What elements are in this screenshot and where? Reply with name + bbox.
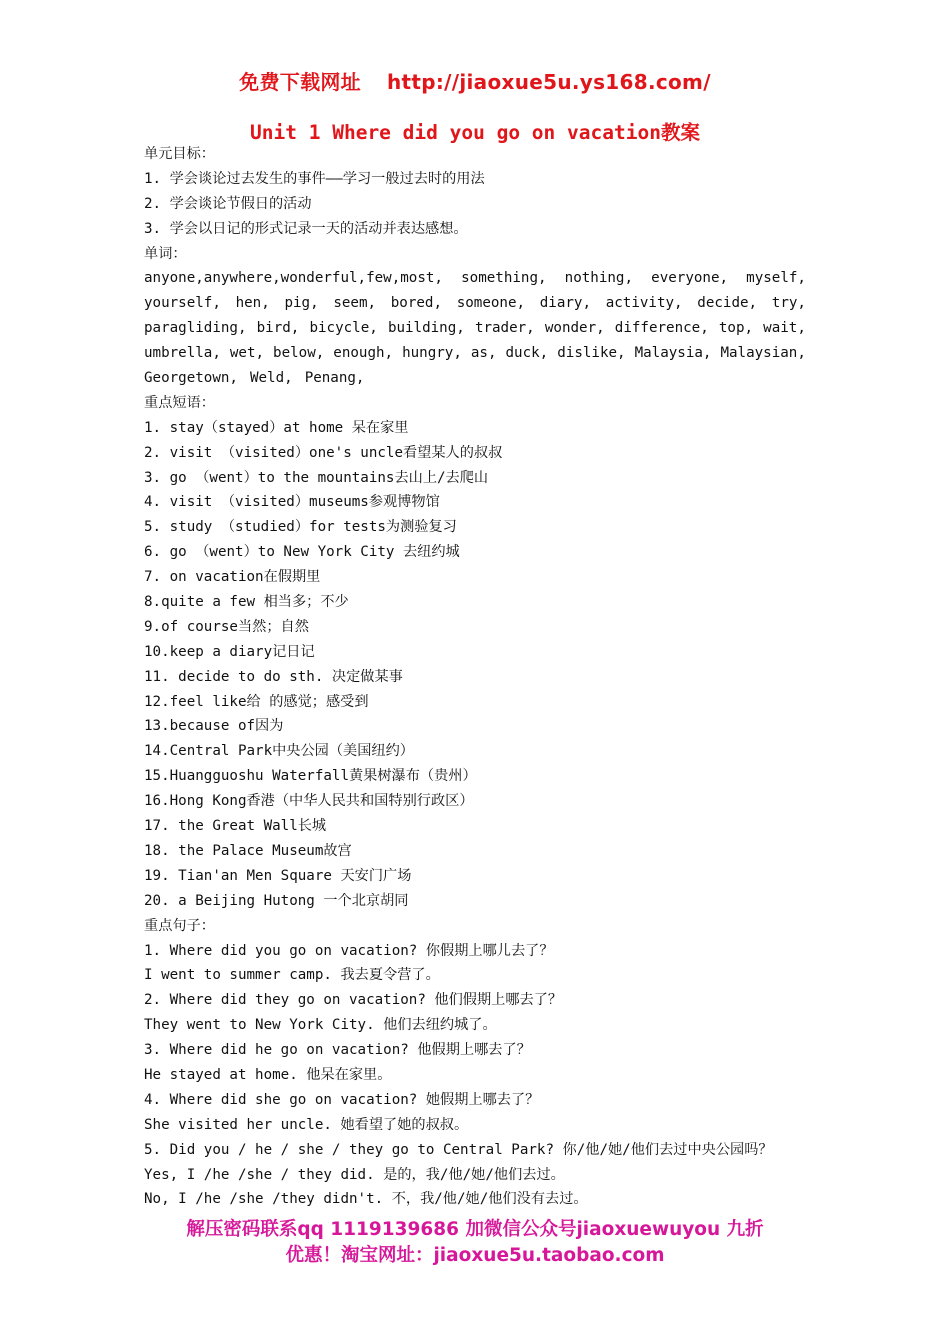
phrases-heading: 重点短语： [144, 394, 215, 411]
sentence-item: 3. Where did he go on vacation? 他假期上哪去了？ [144, 1042, 531, 1059]
phrase-item: 17. the Great Wall长城 [144, 818, 327, 835]
word-line [144, 291, 806, 316]
sentence-item: She visited her uncle. 她看望了她的叔叔。 [144, 1116, 469, 1133]
phrase-item: 9.of course当然；自然 [144, 618, 309, 635]
sentence-item: They went to New York City. 他们去纽约城了。 [144, 1017, 497, 1034]
phrase-item: 8.quite a few 相当多；不少 [144, 594, 349, 611]
phrase-item: 1. stay（stayed）at home 呆在家里 [144, 419, 409, 436]
word: hen, [235, 295, 270, 312]
word: difference, [614, 320, 709, 337]
phrase-item: 5. study （studied）for tests为测验复习 [144, 519, 457, 536]
phrase-item: 18. the Palace Museum故宫 [144, 842, 352, 859]
word: Georgetown, [144, 370, 238, 387]
word: building, [387, 320, 465, 337]
phrase-item: 14.Central Park中央公园（美国纽约） [144, 743, 414, 760]
phrase-item: 4. visit （visited）museums参观博物馆 [144, 494, 440, 511]
phrase-item: 13.because of因为 [144, 718, 284, 735]
word: duck, [505, 345, 549, 362]
word: seem, [333, 295, 377, 312]
phrase-item: 16.Hong Kong香港（中华人民共和国特别行政区） [144, 793, 474, 810]
word: as, [470, 345, 497, 362]
word: paragliding, [144, 320, 247, 337]
word: everyone, [651, 270, 729, 287]
phrase-item: 10.keep a diary记日记 [144, 643, 315, 660]
word: wet, [229, 345, 265, 362]
word: yourself, [144, 295, 221, 312]
word: Penang, [304, 370, 365, 387]
phrase-item: 19. Tian'an Men Square 天安门广场 [144, 867, 412, 884]
phrase-item: 20. a Beijing Hutong 一个北京胡同 [144, 892, 409, 909]
word: Malaysia, [634, 345, 712, 362]
phrase-item: 3. go （went）to the mountains去山上/去爬山 [144, 469, 489, 486]
word-line [144, 266, 806, 291]
sentence-item: I went to summer camp. 我去夏令营了。 [144, 967, 440, 984]
word: Malaysian, [720, 345, 806, 362]
phrase-item: 7. on vacation在假期里 [144, 569, 321, 586]
word: dislike, [557, 345, 626, 362]
word: wonder, [544, 320, 605, 337]
download-label: 免费下载网址 [239, 70, 361, 94]
goal-item: 2. 学会谈论节假日的活动 [144, 195, 312, 212]
word: Weld, [249, 370, 293, 387]
word: enough, [333, 345, 394, 362]
word: diary, [539, 295, 591, 312]
phrase-item: 6. go （went）to New York City 去纽约城 [144, 544, 460, 561]
phrase-item: 11. decide to do sth. 决定做某事 [144, 668, 403, 685]
word: wait, [763, 320, 806, 337]
sentence-item: Yes, I /he /she / they did. 是的，我/他/她/他们去过。 [144, 1166, 565, 1183]
phrase-item: 15.Huangguoshu Waterfall黄果树瀑布（贵州） [144, 768, 477, 785]
word: top, [718, 320, 754, 337]
word: try, [771, 295, 806, 312]
word: decide, [697, 295, 758, 312]
word: umbrella, [144, 345, 221, 362]
word: bored, [390, 295, 442, 312]
word: someone, [456, 295, 526, 312]
word: trader, [474, 320, 535, 337]
word: activity, [605, 295, 683, 312]
footer-shop-line[interactable]: 优惠！淘宝网址：jiaoxue5u.taobao.com [285, 1245, 665, 1266]
word: bird, [256, 320, 300, 337]
word: nothing, [564, 270, 634, 287]
word: myself, [746, 270, 806, 287]
goals-heading: 单元目标： [144, 146, 215, 162]
sentence-item: 4. Where did she go on vacation? 她假期上哪去了？ [144, 1091, 540, 1108]
document-title: Unit 1 Where did you go on vacation教案 [250, 121, 700, 144]
word: something, [461, 270, 547, 287]
word-line [144, 341, 806, 366]
footer-contact-line: 解压密码联系qq 1119139686 加微信公众号jiaoxuewuyou 九折 [186, 1219, 764, 1240]
phrase-item: 12.feel like给 的感觉；感受到 [144, 693, 369, 710]
download-header [0, 66, 950, 95]
goal-item: 1. 学会谈论过去发生的事件——学习一般过去时的用法 [144, 170, 485, 187]
word: pig, [284, 295, 319, 312]
phrase-item: 2. visit （visited）one's uncle看望某人的叔叔 [144, 444, 503, 461]
sentence-item: 5. Did you / he / she / they go to Central Park? 你/他/她/他们去过中央公园吗？ [144, 1141, 773, 1158]
sentence-item: 2. Where did they go on vacation? 他们假期上哪去了？ [144, 992, 563, 1009]
word: bicycle, [309, 320, 378, 337]
words-heading: 单词： [144, 245, 187, 262]
sentence-item: 1. Where did you go on vacation? 你假期上哪儿去了？ [144, 942, 554, 959]
sentence-item: He stayed at home. 他呆在家里。 [144, 1066, 392, 1083]
word: anyone,anywhere,wonderful,few,most, [144, 270, 443, 287]
sentences-heading: 重点句子： [144, 917, 215, 934]
sentence-item: No, I /he /she /they didn't. 不，我/他/她/他们没有去过。 [144, 1191, 588, 1208]
word-line [144, 316, 806, 341]
download-url-link[interactable]: http://jiaoxue5u.ys168.com/ [386, 70, 711, 94]
document-body [144, 142, 806, 1212]
word: below, [273, 345, 325, 362]
word-line [144, 366, 806, 391]
goal-item: 3. 学会以日记的形式记录一天的活动并表达感想。 [144, 220, 468, 237]
word: hungry, [402, 345, 462, 362]
